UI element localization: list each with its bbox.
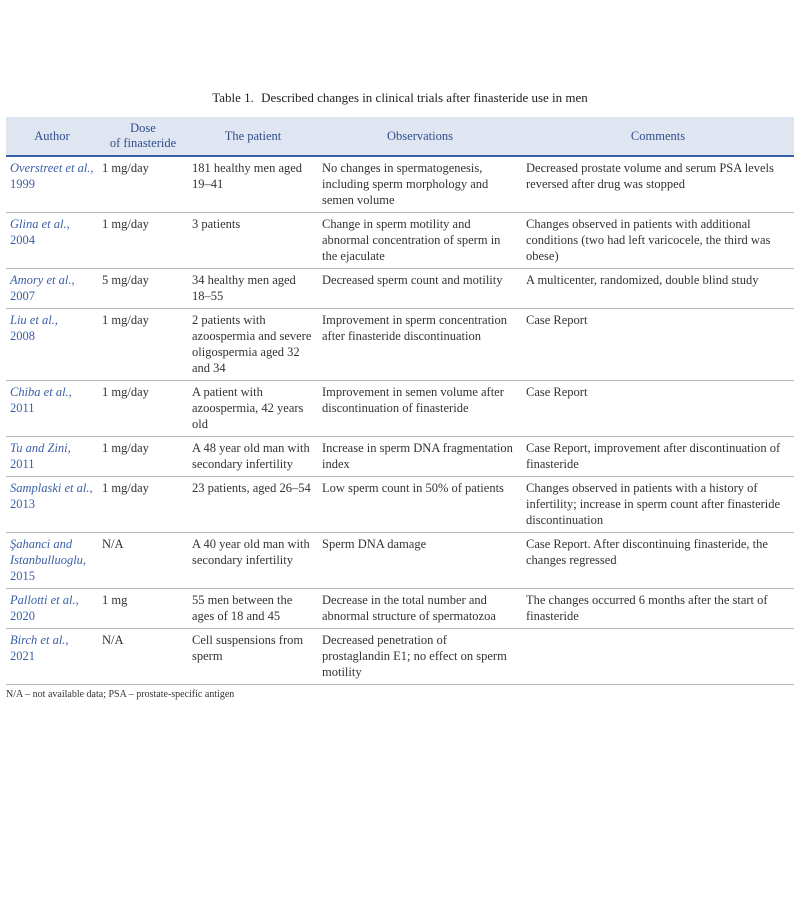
author-year: 2013	[10, 497, 35, 511]
cell-author	[6, 589, 98, 629]
cell-comments: Case Report. After discontinuing finasteride, the changes regressed	[526, 537, 768, 567]
cell-author	[6, 309, 98, 381]
author-name: Pallotti et al.,	[10, 593, 79, 607]
author-year: 2015	[10, 569, 35, 583]
findings-table	[6, 117, 794, 685]
cell-comments: A multicenter, randomized, double blind study	[526, 273, 759, 287]
header-patient: The patient	[188, 117, 318, 156]
cell-dose: N/A	[102, 537, 124, 551]
cell-dose: 1 mg/day	[102, 313, 149, 327]
cell-dose: 1 mg/day	[102, 385, 149, 399]
author-year: 2008	[10, 329, 35, 343]
cell-patient: A patient with azoospermia, 42 years old	[192, 385, 304, 431]
table-row	[6, 477, 794, 533]
table-row	[6, 533, 794, 589]
header-dose	[98, 117, 188, 156]
cell-comments: Decreased prostate volume and serum PSA levels reversed after drug was stopped	[526, 161, 774, 191]
cell-observations: Increase in sperm DNA fragmentation index	[322, 441, 513, 471]
table-caption-number: Table 1.	[212, 90, 254, 105]
cell-comments	[522, 629, 794, 685]
table-body	[6, 156, 794, 685]
cell-observations: Decreased sperm count and motility	[322, 273, 503, 287]
cell-comments: Changes observed in patients with additional conditions (two had left varicocele, the third was obese)	[526, 217, 771, 263]
author-year: 2021	[10, 649, 35, 663]
cell-author	[6, 629, 98, 685]
cell-patient: 2 patients with azoospermia and severe oligospermia aged 32 and 34	[192, 313, 312, 375]
table-footnote: N/A – not available data; PSA – prostate-specific antigen	[6, 689, 235, 700]
cell-observations: Sperm DNA damage	[322, 537, 427, 551]
table-row	[6, 213, 794, 269]
cell-observations: No changes in spermatogenesis, including sperm morphology and semen volume	[322, 161, 489, 207]
author-year: 2011	[10, 457, 35, 471]
cell-patient: 181 healthy men aged 19–41	[192, 161, 303, 191]
cell-author	[6, 156, 98, 213]
author-year: 2020	[10, 609, 35, 623]
author-name: Chiba et al.,	[10, 385, 72, 399]
table-caption-text: Described changes in clinical trials after finasteride use in men	[261, 90, 588, 105]
cell-patient: A 48 year old man with secondary infertility	[192, 441, 310, 471]
author-name: Liu et al.,	[10, 313, 58, 327]
table-row	[6, 309, 794, 381]
cell-patient: A 40 year old man with secondary infertility	[192, 537, 310, 567]
cell-patient: 34 healthy men aged 18–55	[192, 273, 296, 303]
table-row	[6, 156, 794, 213]
cell-dose: 1 mg/day	[102, 217, 149, 231]
author-year: 1999	[10, 177, 35, 191]
table-caption	[0, 90, 800, 106]
cell-observations: Decrease in the total number and abnormal structure of spermatozoa	[322, 593, 496, 623]
cell-dose: 1 mg/day	[102, 441, 149, 455]
cell-comments: Changes observed in patients with a history of infertility; increase in sperm count after finasteride discontinuation	[526, 481, 781, 527]
table-header-row	[6, 117, 794, 156]
cell-author	[6, 477, 98, 533]
cell-comments: Case Report	[526, 313, 588, 327]
cell-observations: Change in sperm motility and abnormal concentration of sperm in the ejaculate	[322, 217, 501, 263]
author-year: 2007	[10, 289, 35, 303]
header-dose-line1: Dose	[130, 121, 156, 135]
header-observations: Observations	[318, 117, 522, 156]
cell-observations: Improvement in sperm concentration after finasteride discontinuation	[322, 313, 508, 343]
cell-patient: 3 patients	[192, 217, 241, 231]
cell-dose: 1 mg	[102, 593, 128, 607]
cell-author	[6, 269, 98, 309]
author-name: Samplaski et al.,	[10, 481, 93, 495]
cell-author	[6, 533, 98, 589]
author-year: 2004	[10, 233, 35, 247]
cell-patient: Cell suspensions from sperm	[192, 633, 304, 663]
author-name: Amory et al.,	[10, 273, 75, 287]
cell-dose: 1 mg/day	[102, 161, 149, 175]
header-dose-line2: of finasteride	[109, 136, 177, 150]
cell-comments: Case Report, improvement after discontinuation of finasteride	[526, 441, 781, 471]
table-row	[6, 269, 794, 309]
cell-patient: 55 men between the ages of 18 and 45	[192, 593, 293, 623]
cell-dose: 5 mg/day	[102, 273, 149, 287]
cell-observations: Improvement in semen volume after discontinuation of finasteride	[322, 385, 504, 415]
author-name: Tu and Zini,	[10, 441, 71, 455]
table-row	[6, 629, 794, 685]
cell-observations: Low sperm count in 50% of patients	[322, 481, 504, 495]
cell-author	[6, 213, 98, 269]
cell-observations: Decreased penetration of prostaglandin E1; no effect on sperm motility	[322, 633, 507, 679]
cell-patient: 23 patients, aged 26–54	[192, 481, 311, 495]
table-row	[6, 589, 794, 629]
author-year: 2011	[10, 401, 35, 415]
author-name: Şahanci and Istanbulluoglu,	[10, 537, 87, 567]
table-row	[6, 437, 794, 477]
cell-dose: N/A	[102, 633, 124, 647]
table-row	[6, 381, 794, 437]
header-comments: Comments	[522, 117, 794, 156]
cell-comments: The changes occurred 6 months after the start of finasteride	[526, 593, 768, 623]
cell-author	[6, 381, 98, 437]
cell-dose: 1 mg/day	[102, 481, 149, 495]
cell-author	[6, 437, 98, 477]
author-name: Overstreet et al.,	[10, 161, 94, 175]
author-name: Glina et al.,	[10, 217, 70, 231]
author-name: Birch et al.,	[10, 633, 69, 647]
header-author: Author	[6, 117, 98, 156]
cell-comments: Case Report	[526, 385, 588, 399]
